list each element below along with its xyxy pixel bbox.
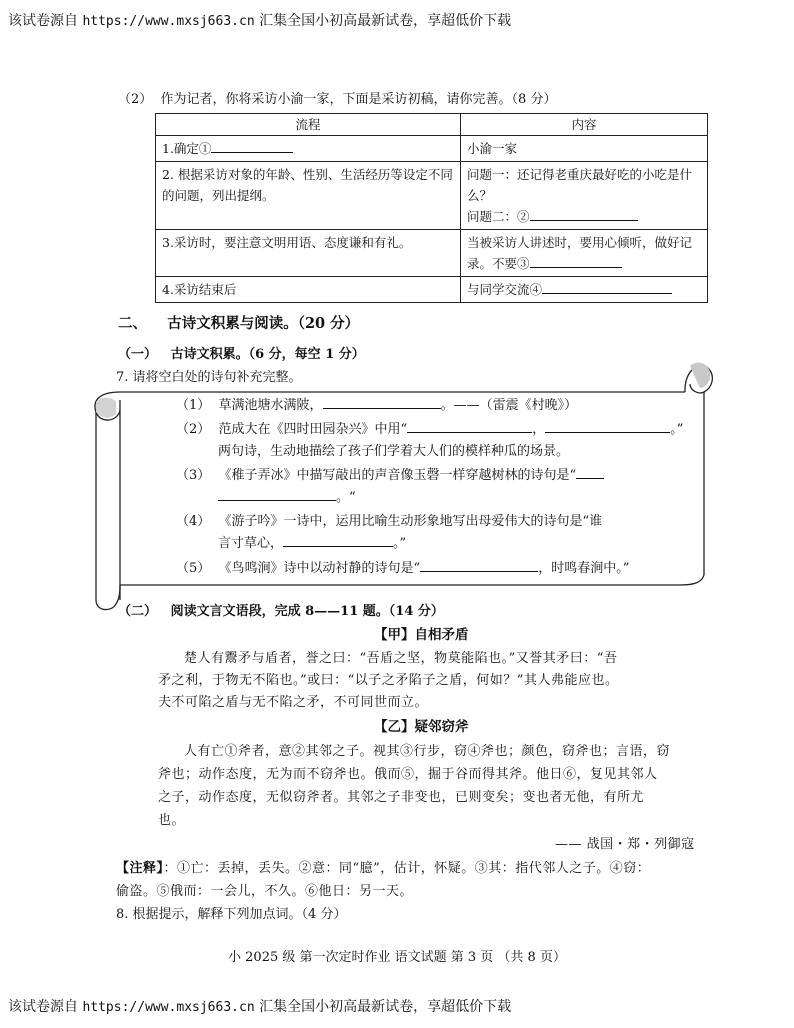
q7-item-5: [176, 557, 629, 576]
notes-label: 【注释】: [116, 861, 164, 876]
answer-blank[interactable]: [576, 464, 604, 479]
header-suffix: 汇集全国小初高最新试卷，享超低价下载: [259, 13, 512, 29]
footer-url[interactable]: https://www.mxsj663.cn: [82, 1000, 255, 1015]
footer-suffix: 汇集全国小初高最新试卷，享超低价下载: [259, 999, 512, 1015]
cell-text: 与同学交流④: [467, 282, 543, 297]
item-number: （1）: [176, 398, 211, 413]
passage-line: 也。: [158, 813, 186, 828]
q7-item-1: [176, 394, 577, 413]
item-number: （4）: [176, 514, 211, 529]
passage-line: 矛之利，于物无不陷也。”或曰：“以子之矛陷子之盾，何如？”其人弗能应也。: [158, 673, 619, 688]
table-cell: 小渝一家: [461, 136, 708, 162]
answer-blank[interactable]: [420, 557, 538, 572]
item-text: 草满池塘水满陂，: [218, 398, 323, 413]
q7-item-2: [176, 418, 683, 437]
header-url[interactable]: https://www.mxsj663.cn: [82, 14, 255, 29]
item-text: ，时鸣春涧中。”: [538, 561, 630, 576]
q2-text: 作为记者，你将采访小渝一家，下面是采访初稿，请你完善。（8 分）: [160, 92, 557, 107]
part-heading: [118, 600, 444, 619]
item-text: 。”: [393, 536, 407, 551]
passage-line: 斧也；动作态度，无为而不窃斧也。俄而⑤，掘于谷而得其斧。他日⑥，复见其邻人: [158, 767, 658, 782]
q7-item-3-line2: [218, 486, 356, 505]
q7-item-4-line2: [218, 532, 406, 551]
table-cell: 2. 根据采访对象的年龄、性别、生活经历等设定不同的问题，列出提纲。: [156, 162, 461, 230]
cell-text: 问题二：②: [467, 209, 530, 224]
page-footer: 小 2025 级 第一次定时作业 语文试题 第 3 页 （共 8 页）: [228, 950, 566, 965]
item-text: ，: [532, 422, 546, 437]
cell-text: 问题一：还记得老重庆最好吃的小吃是什么？: [467, 167, 693, 203]
q8-stem: 8. 根据提示，解释下列加点词。（4 分）: [116, 907, 347, 922]
passage-line: 人有亡①斧者，意②其邻之子。视其③行步，窃④斧也；颜色，窃斧也；言语，窃: [184, 744, 671, 759]
section-number: 二、: [118, 315, 147, 332]
item-text: 《鸟鸣涧》诗中以动衬静的诗句是“: [218, 561, 421, 576]
answer-blank[interactable]: [407, 418, 532, 433]
notes: [116, 857, 650, 876]
passage-source: —— 战国・郑・列御寇: [555, 837, 695, 852]
cell-text: 当被采访人讲述时，要用心倾听，做好记录。不要③: [467, 235, 693, 271]
item-text: 《游子吟》一诗中，运用比喻生动形象地写出母爱伟大的诗句是“谁: [218, 514, 603, 529]
item-number: （5）: [176, 561, 211, 576]
item-number: （2）: [176, 422, 211, 437]
passage-a-title: 【甲】自相矛盾: [374, 627, 469, 643]
table-header: 流程: [156, 114, 461, 136]
item-text: 。——（雷震《村晚》）: [440, 398, 578, 413]
item-text: 《稚子弄冰》中描写敲出的声音像玉磬一样穿越树林的诗句是“: [218, 468, 577, 483]
section-title: 古诗文积累与阅读。（20 分）: [167, 315, 360, 332]
item-text: 范成大在《四时田园杂兴》中用“: [218, 422, 408, 437]
header-prefix: 该试卷源自: [8, 13, 78, 29]
footer-prefix: 该试卷源自: [8, 999, 78, 1015]
item-text: 。”: [670, 422, 684, 437]
passage-line: 夫不可陷之盾与无不陷之矛，不可同世而立。: [158, 695, 429, 710]
table-cell: 4.采访结束后: [156, 277, 461, 303]
passage-line: 之子，动作态度，无似窃斧者。其邻之子非变也，已则变矣；变也者无他，有所尤: [158, 790, 645, 805]
part-title: 阅读文言文语段，完成 8——11 题。（14 分）: [170, 604, 444, 619]
answer-blank[interactable]: [218, 486, 336, 501]
source-footer: [8, 996, 511, 1016]
table-header: 内容: [461, 114, 708, 136]
cell-text: 1.确定①: [162, 141, 212, 156]
notes-text: ：①亡：丢掉，丢失。②意：同“臆”，估计，怀疑。③其：指代邻人之子。④窃：: [163, 861, 651, 876]
part-number: （一）: [118, 347, 158, 362]
passage-b-title: 【乙】疑邻窃斧: [374, 719, 469, 735]
part-title: 古诗文积累。（6 分，每空 1 分）: [170, 347, 365, 362]
item-text: 言寸草心，: [218, 536, 284, 551]
part-number: （二）: [118, 604, 158, 619]
q7-item-2-line2: 两句诗，生动地描绘了孩子们学着大人们的模样种瓜的场景。: [218, 444, 570, 459]
q7-item-4: [176, 510, 602, 529]
item-text: 。“: [336, 490, 356, 505]
item-number: （3）: [176, 468, 211, 483]
q7-item-3: [176, 464, 604, 483]
answer-blank[interactable]: [323, 394, 441, 409]
notes-line2: 偷盗。⑤俄而：一会儿，不久。⑥他日：另一天。: [116, 884, 414, 899]
table-cell: 3.采访时，要注意文明用语、态度谦和有礼。: [156, 230, 461, 277]
q2-number: （2）: [118, 92, 153, 107]
q7-stem: 7. 请将空白处的诗句补充完整。: [116, 370, 302, 385]
answer-blank[interactable]: [545, 418, 670, 433]
passage-line: 楚人有鬻矛与盾者，誉之曰：“吾盾之坚，物莫能陷也。”又誉其矛曰：“吾: [184, 651, 618, 666]
answer-blank[interactable]: [283, 532, 393, 547]
